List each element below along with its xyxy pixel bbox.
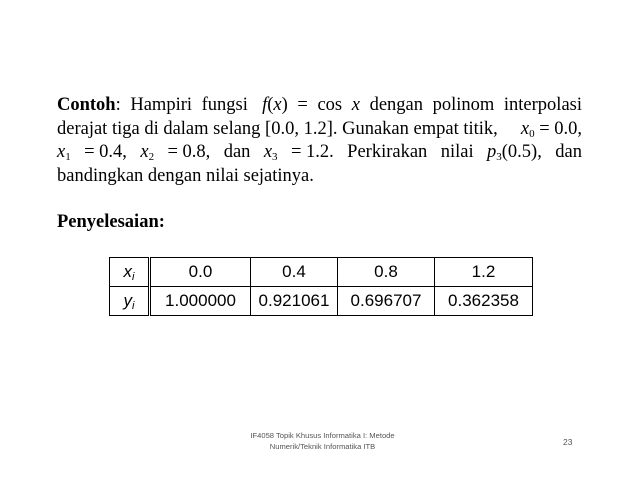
table-cell: 0.4 (251, 258, 338, 287)
table-cell: 0.362358 (435, 287, 533, 316)
solution-heading: Penyelesaian: (57, 212, 165, 232)
table-cell: 0.696707 (338, 287, 435, 316)
example-paragraph (57, 94, 582, 188)
word: cos (317, 95, 343, 115)
word: dan (223, 142, 251, 162)
word: dengan (369, 95, 424, 115)
page-number: 23 (563, 437, 573, 447)
p3-term: $p_3(0.5)$, (487, 142, 542, 163)
row-header-x: $x_i$ (110, 258, 150, 287)
text-segment: bandingkan dengan nilai sejatinya. (57, 165, 314, 186)
word: dan (555, 142, 582, 162)
word: = 0.4, (84, 142, 127, 162)
table-cell: 0.8 (338, 258, 435, 287)
table-row-x (110, 258, 533, 287)
example-label: Contoh (57, 95, 116, 115)
example-line-3 (57, 141, 582, 165)
table-cell: 0.0 (150, 258, 251, 287)
example-line-1: Contoh: Hampiri fungsi f(x) = cos x dengan polinom interpolasi (57, 94, 582, 118)
table-cell: 1.2 (435, 258, 533, 287)
word: Perkirakan (347, 142, 428, 162)
footer-course-info (230, 430, 415, 452)
word: polinom (432, 95, 495, 115)
text-segment: derajat tiga di dalam selang [0.0, 1.2]. Gunakan empat titik, (57, 118, 498, 139)
word: interpolasi (503, 95, 582, 115)
footer-line-1: IF4058 Topik Khusus Informatika I: Metode (250, 431, 395, 440)
word: Hampiri (130, 95, 193, 115)
x1-term: $x_1$ (57, 142, 71, 163)
word: = 1.2. (290, 142, 334, 162)
table-cell: 0.921061 (251, 287, 338, 316)
footer-line-2: Numerik/Teknik Informatika ITB (269, 442, 376, 451)
example-line-2 (57, 118, 582, 142)
table-row-y (110, 287, 533, 316)
word: = 0.8, (167, 142, 211, 162)
table-cell: 1.000000 (150, 287, 251, 316)
x2-term: $x_2$ (140, 142, 155, 163)
word: x (351, 95, 360, 115)
word: nilai (440, 142, 474, 162)
x0-term: $x_0 = 0.0$, (520, 118, 582, 140)
row-header-y: $y_i$ (110, 287, 150, 316)
function-fx: f(x) (262, 95, 288, 115)
word: = (297, 95, 308, 115)
x3-term: $x_3$ (263, 142, 278, 163)
data-table (109, 257, 533, 316)
example-line-4 (57, 165, 582, 189)
word: fungsi (201, 95, 248, 115)
